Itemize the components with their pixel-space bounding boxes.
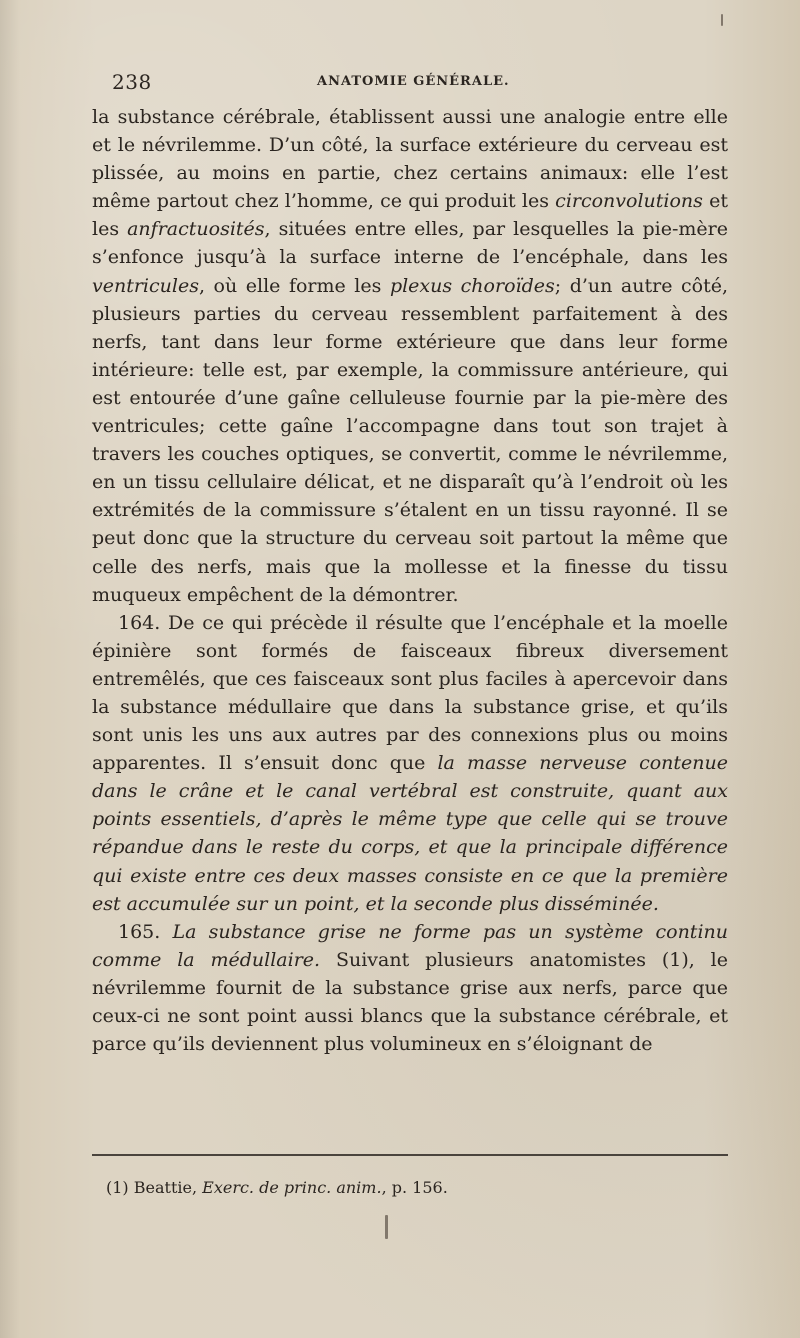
footnote-author: Beattie, — [133, 1178, 203, 1197]
page-edge-shadow — [0, 0, 20, 1338]
page-number: 238 — [112, 70, 152, 94]
text-run: la substance cérébrale, établissent aussi une analogie entre elle et le névrilemme. D’un côté, la surface extérieure du cerveau est plissée, au moins en partie, chez certains animaux: elle l’est même partout chez l’homme, ce qui produit les — [92, 106, 728, 213]
section-number: 165. — [118, 920, 173, 943]
text-run: Suivant plusieurs anatomistes (1), le névrilemme fournit de la substance grise aux nerfs, parce que ceux-ci ne sont point aussi blancs que la substance cérébrale, et parce qu’ils deviennent plus volumineux en s’éloignant de — [92, 948, 728, 1056]
text-run: et les — [92, 190, 729, 241]
paragraph-165 — [92, 918, 728, 1058]
text-run: ; d’un autre côté, plusieurs parties du cerveau ressemblent parfaitement à des nerfs, tant dans leur forme extérieure que dans leur forme intérieure: telle est, par exemple, la commissure antérieure, qui est entourée d’une gaîne celluleuse fournie par la pie-mère des ventricules; cette gaîne l’accompagne dans tout son trajet à travers les couches optiques, se convertit, comme le névrilemme, en un tissu cellulaire délicat, et ne disparaît qu’à l’endroit où les extrémités de la commissure s’étalent en un tissu rayonné. Il se peut donc que la structure du cerveau soit partout la même que celle des nerfs, mais que la mollesse et la finesse du tissu muqueux empêchent de la démontrer. — [92, 274, 728, 606]
footnote — [106, 1177, 686, 1199]
text-run: 164. De ce qui précède il résulte que l’encéphale et la moelle épinière sont formés de faisceaux fibreux diversement entremêlés, que ces faisceaux sont plus faciles à apercevoir dans la substance médullaire que dans la substance grise, et qu’ils sont unis les uns aux autres par des connexions plus ou moins apparentes. Il s’ensuit donc que — [92, 611, 728, 775]
running-head: ANATOMIE GÉNÉRALE. — [317, 74, 510, 89]
paper-speck — [721, 14, 723, 26]
italic-conclusion: la masse nerveuse contenue dans le crâne et le canal vertébral est construite, quant aux points essentiels, d’après le même type que celle qui se trouve répandue dans le reste du corps, et que la principale différence qui existe entre ces deux masses consiste en ce que la première est accumulée sur un point, et la seconde plus disséminée. — [92, 752, 728, 915]
paper-speck — [385, 1215, 388, 1239]
footnote-marker: (1) — [106, 1178, 134, 1197]
italic-heading: La substance grise ne forme pas un système continu comme la médullaire. — [92, 920, 728, 971]
footnote-title: Exerc. de princ. anim. — [202, 1178, 382, 1197]
page-header — [92, 70, 728, 94]
paragraph-164 — [92, 609, 728, 918]
main-text — [92, 103, 728, 1058]
text-run: , où elle forme les — [198, 274, 390, 297]
text-run: , situées entre elles, par lesquelles la pie-mère s’enfonce jusqu’à la surface interne de l’encéphale, dans les — [92, 218, 728, 269]
italic-term: anfractuosités — [127, 218, 265, 241]
footnote-page: , p. 156. — [381, 1178, 448, 1197]
italic-term: plexus choroïdes — [389, 274, 555, 297]
footnote-separator — [92, 1154, 728, 1156]
paragraph-continuation — [92, 103, 728, 609]
italic-term: circonvolutions — [555, 190, 703, 213]
italic-term: ventricules — [92, 274, 199, 297]
